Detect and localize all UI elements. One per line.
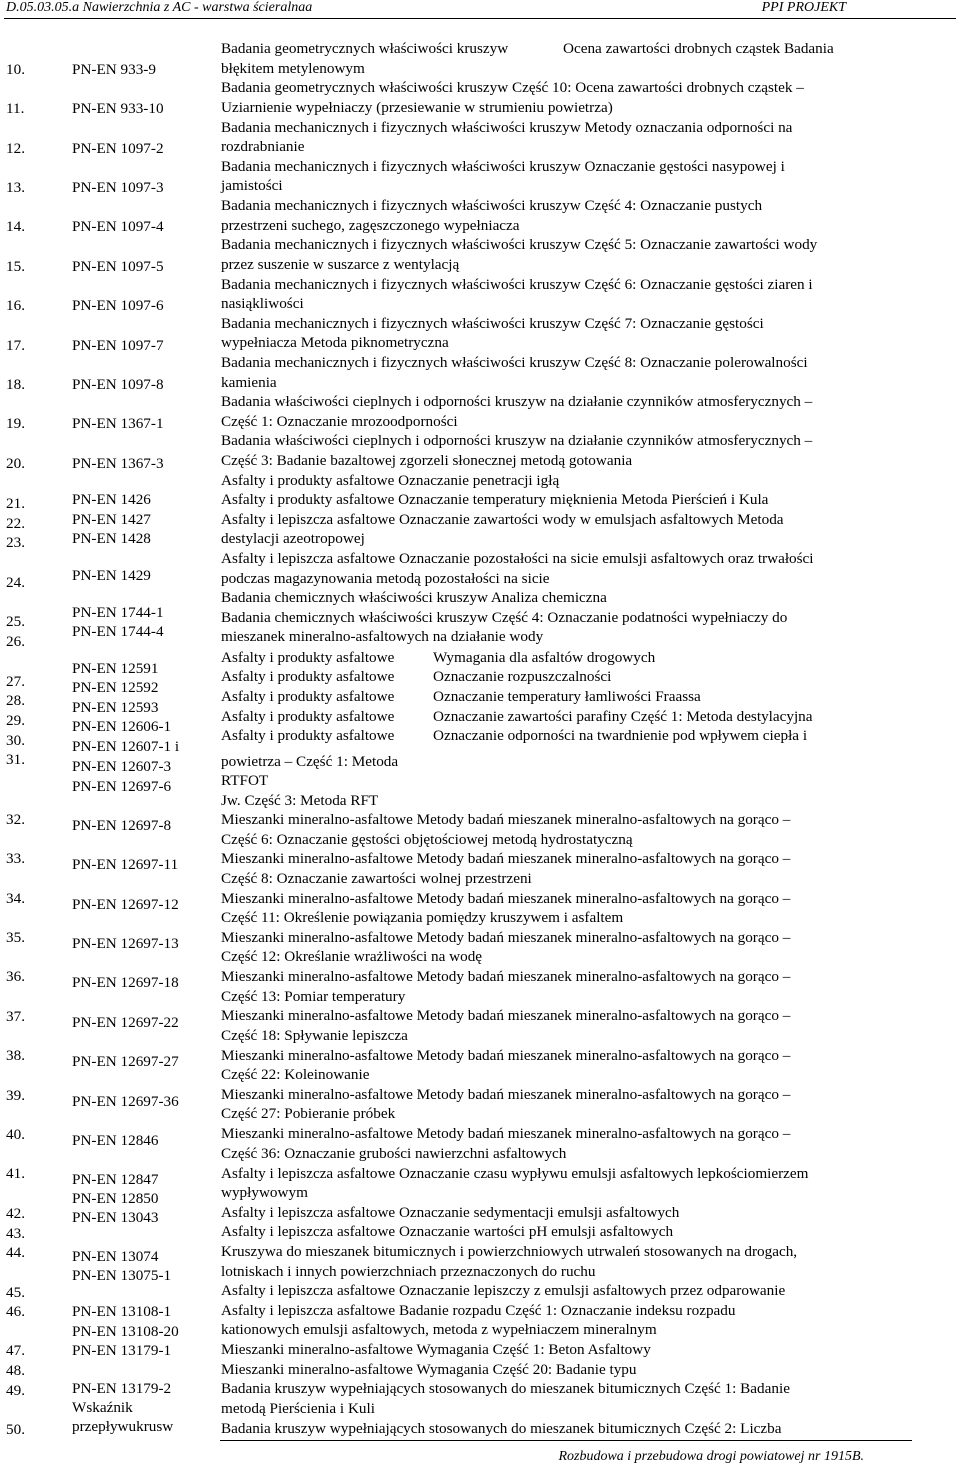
standard-code: PN-EN 13043: [72, 1209, 159, 1226]
row-number: 23.: [6, 534, 25, 551]
description-line: Badania mechanicznych i fizycznych właściwości kruszyw Część 7: Oznaczanie gęstości: [221, 315, 764, 332]
row-number: 50.: [6, 1421, 25, 1438]
description-line: Mieszanki mineralno-asfaltowe Metody badań mieszanek mineralno-asfaltowych na gorąco –: [221, 929, 791, 946]
description-line: rozdrabnianie: [221, 138, 305, 155]
row-number: 36.: [6, 968, 25, 985]
standard-code: PN-EN 12607-3: [72, 758, 172, 775]
standard-code: PN-EN 1427: [72, 511, 151, 528]
description-line: Część 1: Oznaczanie mrozoodporności: [221, 413, 458, 430]
standard-code: PN-EN 12591: [72, 660, 159, 677]
row-number: 19.: [6, 415, 25, 432]
row-number: 45.: [6, 1284, 25, 1301]
row-number: 35.: [6, 929, 25, 946]
row-number: 34.: [6, 890, 25, 907]
description-line: Asfalty i lepiszcza asfaltowe Oznaczanie zawartości wody w emulsjach asfaltowych Metoda: [221, 511, 784, 528]
description-line: błękitem metylenowym: [221, 60, 365, 77]
description-line: jamistości: [221, 177, 283, 194]
standard-code: PN-EN 12697-36: [72, 1093, 179, 1110]
description-line: destylacji azeotropowej: [221, 530, 365, 547]
description-line: Mieszanki mineralno-asfaltowe Metody badań mieszanek mineralno-asfaltowych na gorąco –: [221, 968, 791, 985]
description-line: Badania mechanicznych i fizycznych właściwości kruszyw Część 4: Oznaczanie pustych: [221, 197, 763, 214]
row-number: 17.: [6, 337, 25, 354]
standard-code: PN-EN 12593: [72, 699, 159, 716]
row-number: 41.: [6, 1165, 25, 1182]
standard-code: PN-EN 12607-1 i: [72, 738, 180, 755]
description-line: Asfalty i lepiszcza asfaltowe Oznaczanie czasu wypływu emulsji asfaltowych lepkościomierzem: [221, 1165, 809, 1182]
standard-code: PN-EN 13074: [72, 1248, 159, 1265]
description-line: Oznaczanie zawartości parafiny Część 1: Metoda destylacyjna: [433, 708, 813, 725]
description-line: Oznaczanie odporności na twardnienie pod wpływem ciepła i: [433, 727, 808, 744]
standard-code: PN-EN 1097-7: [72, 337, 164, 354]
standard-code: PN-EN 1097-8: [72, 376, 164, 393]
row-number: 31.: [6, 751, 25, 768]
standard-code: PN-EN 1097-4: [72, 218, 164, 235]
description-line: Asfalty i produkty asfaltowe: [221, 708, 395, 725]
description-line: Część 8: Oznaczanie zawartości wolnej przestrzeni: [221, 870, 532, 887]
row-number: 10.: [6, 61, 25, 78]
standard-code: Wskaźnik: [72, 1399, 133, 1416]
description-line: Badania mechanicznych i fizycznych właściwości kruszyw Część 6: Oznaczanie gęstości ziaren i: [221, 276, 813, 293]
standard-code: PN-EN 12697-12: [72, 896, 179, 913]
row-number: 39.: [6, 1087, 25, 1104]
description-line: metodą Pierścienia i Kuli: [221, 1400, 375, 1417]
header-right: PPI PROJEKT: [761, 0, 846, 15]
standard-code: PN-EN 1744-4: [72, 623, 164, 640]
description-line: przestrzeni suchego, zagęszczonego wypełniacza: [221, 217, 520, 234]
row-number: 46.: [6, 1303, 25, 1320]
description-line: Asfalty i lepiszcza asfaltowe Badanie rozpadu Część 1: Oznaczanie indeksu rozpadu: [221, 1302, 736, 1319]
standard-code: PN-EN 1097-2: [72, 140, 164, 157]
standard-code: PN-EN 12846: [72, 1132, 159, 1149]
description-line: Badania mechanicznych i fizycznych właściwości kruszyw Część 8: Oznaczanie polerowalności: [221, 354, 808, 371]
description-line: Wymagania dla asfaltów drogowych: [433, 649, 656, 666]
description-line: Asfalty i lepiszcza asfaltowe Oznaczanie lepiszczy z emulsji asfaltowych przez odparowanie: [221, 1282, 786, 1299]
description-line: Ocena zawartości drobnych cząstek Badania: [563, 40, 834, 57]
description-line: Część 12: Określanie wrażliwości na wodę: [221, 948, 483, 965]
description-line: Asfalty i produkty asfaltowe: [221, 688, 395, 705]
description-line: Badania kruszyw wypełniających stosowanych do mieszanek bitumicznych Część 1: Badanie: [221, 1380, 790, 1397]
row-number: 30.: [6, 732, 25, 749]
description-line: Mieszanki mineralno-asfaltowe Metody badań mieszanek mineralno-asfaltowych na gorąco –: [221, 1086, 791, 1103]
standard-code: PN-EN 13075-1: [72, 1267, 172, 1284]
description-line: Część 18: Spływanie lepiszcza: [221, 1027, 408, 1044]
row-number: 27.: [6, 673, 25, 690]
description-line: Część 11: Określenie powiązania pomiędzy kruszywem i asfaltem: [221, 909, 624, 926]
row-number: 16.: [6, 297, 25, 314]
standard-code: PN-EN 12606-1: [72, 718, 172, 735]
standard-code: PN-EN 12697-11: [72, 856, 179, 873]
description-line: Część 22: Koleinowanie: [221, 1066, 370, 1083]
description-line: Badania chemicznych właściwości kruszyw Analiza chemiczna: [221, 589, 607, 606]
row-number: 32.: [6, 811, 25, 828]
description-line: Asfalty i lepiszcza asfaltowe Oznaczanie wartości pH emulsji asfaltowych: [221, 1223, 674, 1240]
standard-code: PN-EN 12592: [72, 679, 159, 696]
description-line: Mieszanki mineralno-asfaltowe Metody badań mieszanek mineralno-asfaltowych na gorąco –: [221, 850, 791, 867]
row-number: 20.: [6, 455, 25, 472]
description-line: Asfalty i produkty asfaltowe: [221, 649, 395, 666]
standard-code: PN-EN 1097-5: [72, 258, 164, 275]
row-number: 11.: [6, 100, 25, 117]
description-line: Część 3: Badanie bazaltowej zgorzeli słonecznej metodą gotowania: [221, 452, 633, 469]
description-line: Badania kruszyw wypełniających stosowanych do mieszanek bitumicznych Część 2: Liczba: [221, 1420, 782, 1437]
row-number: 15.: [6, 258, 25, 275]
description-line: wypełniacza Metoda piknometryczna: [221, 334, 449, 351]
row-number: 44.: [6, 1244, 25, 1261]
description-line: Część 6: Oznaczanie gęstości objętościowej metodą hydrostatyczną: [221, 831, 633, 848]
description-line: wypływowym: [221, 1184, 308, 1201]
footer-divider: [220, 1440, 912, 1441]
page-header: [4, 0, 956, 19]
standard-code: PN-EN 1426: [72, 491, 151, 508]
description-line: kationowych emulsji asfaltowych, metoda z wypełniaczem mineralnym: [221, 1321, 657, 1338]
description-line: Asfalty i lepiszcza asfaltowe Oznaczanie pozostałości na sicie emulsji asfaltowych oraz trwałości: [221, 550, 814, 567]
standard-code: PN-EN 1097-3: [72, 179, 164, 196]
description-line: Część 13: Pomiar temperatury: [221, 988, 406, 1005]
description-line: Mieszanki mineralno-asfaltowe Wymagania Część 1: Beton Asfaltowy: [221, 1341, 651, 1358]
row-number: 22.: [6, 515, 25, 532]
row-number: 47.: [6, 1342, 25, 1359]
description-line: podczas magazynowania metodą pozostałości na sicie: [221, 570, 550, 587]
standard-code: PN-EN 1744-1: [72, 604, 164, 621]
description-line: Kruszywa do mieszanek bitumicznych i powierzchniowych utrwaleń stosowanych na drogach,: [221, 1243, 798, 1260]
standard-code: PN-EN 933-10: [72, 100, 164, 117]
description-line: Mieszanki mineralno-asfaltowe Metody badań mieszanek mineralno-asfaltowych na gorąco –: [221, 1047, 791, 1064]
description-line: Oznaczanie rozpuszczalności: [433, 668, 612, 685]
row-number: 25.: [6, 613, 25, 630]
standard-code: PN-EN 12697-6: [72, 778, 172, 795]
row-number: 29.: [6, 712, 25, 729]
description-line: Badania właściwości cieplnych i odporności kruszyw na działanie czynników atmosferycznych –: [221, 432, 813, 449]
description-line: Oznaczanie temperatury łamliwości Fraassa: [433, 688, 701, 705]
description-line: Mieszanki mineralno-asfaltowe Metody badań mieszanek mineralno-asfaltowych na gorąco –: [221, 1125, 791, 1142]
description-line: Asfalty i lepiszcza asfaltowe Oznaczanie sedymentacji emulsji asfaltowych: [221, 1204, 680, 1221]
description-line: nasiąkliwości: [221, 295, 304, 312]
row-number: 21.: [6, 495, 25, 512]
standard-code: PN-EN 1367-1: [72, 415, 164, 432]
description-line: Badania geometrycznych właściwości kruszyw: [221, 40, 509, 57]
standard-code: PN-EN 12697-22: [72, 1014, 179, 1031]
row-number: 49.: [6, 1382, 25, 1399]
description-line: Asfalty i produkty asfaltowe: [221, 727, 395, 744]
standard-code: PN-EN 1097-6: [72, 297, 164, 314]
description-line: Asfalty i produkty asfaltowe: [221, 668, 395, 685]
standard-code: PN-EN 12697-13: [72, 935, 179, 952]
description-line: mieszanek mineralno-asfaltowych na działanie wody: [221, 628, 544, 645]
standard-code: PN-EN 933-9: [72, 61, 156, 78]
row-number: 18.: [6, 376, 25, 393]
page-footer: Rozbudowa i przebudowa drogi powiatowej nr 1915B.: [558, 1449, 864, 1464]
description-line: Mieszanki mineralno-asfaltowe Wymagania Część 20: Badanie typu: [221, 1361, 637, 1378]
row-number: 38.: [6, 1047, 25, 1064]
standard-code: PN-EN 13179-1: [72, 1342, 172, 1359]
description-line: RTFOT: [221, 772, 269, 789]
row-number: 14.: [6, 218, 25, 235]
row-number: 37.: [6, 1008, 25, 1025]
standard-code: PN-EN 12697-18: [72, 974, 179, 991]
standard-code: PN-EN 13179-2: [72, 1380, 172, 1397]
description-line: przez suszenie w suszarce z wentylacją: [221, 256, 460, 273]
standard-code: PN-EN 13108-20: [72, 1323, 179, 1340]
description-line: Część 27: Pobieranie próbek: [221, 1105, 396, 1122]
description-line: Mieszanki mineralno-asfaltowe Metody badań mieszanek mineralno-asfaltowych na gorąco –: [221, 890, 791, 907]
row-number: 12.: [6, 140, 25, 157]
description-line: Badania mechanicznych i fizycznych właściwości kruszyw Oznaczanie gęstości nasypowej i: [221, 158, 785, 175]
description-line: Badania mechanicznych i fizycznych właściwości kruszyw Część 5: Oznaczanie zawartości wody: [221, 236, 818, 253]
description-line: powietrza – Część 1: Metoda: [221, 753, 399, 770]
standard-code: PN-EN 12847: [72, 1171, 159, 1188]
row-number: 42.: [6, 1205, 25, 1222]
standard-code: PN-EN 13108-1: [72, 1303, 172, 1320]
description-line: kamienia: [221, 374, 277, 391]
standard-code: PN-EN 12697-27: [72, 1053, 179, 1070]
description-line: Mieszanki mineralno-asfaltowe Metody badań mieszanek mineralno-asfaltowych na gorąco –: [221, 811, 791, 828]
row-number: 24.: [6, 574, 25, 591]
row-number: 33.: [6, 850, 25, 867]
description-line: Badania mechanicznych i fizycznych właściwości kruszyw Metody oznaczania odporności na: [221, 119, 793, 136]
row-number: 26.: [6, 633, 25, 650]
header-left: D.05.03.05.a Nawierzchnia z AC - warstwa ścieralnaa: [6, 0, 313, 15]
description-line: Badania właściwości cieplnych i odporności kruszyw na działanie czynników atmosferycznych –: [221, 393, 813, 410]
description-line: Asfalty i produkty asfaltowe Oznaczanie penetracji igłą: [221, 472, 560, 489]
description-line: Uziarnienie wypełniaczy (przesiewanie w strumieniu powietrza): [221, 99, 613, 116]
description-line: lotniskach i innych powierzchniach przeznaczonych do ruchu: [221, 1263, 596, 1280]
standard-code: PN-EN 1367-3: [72, 455, 164, 472]
row-number: 43.: [6, 1225, 25, 1242]
standard-code: przepływukrusw: [72, 1418, 174, 1435]
standard-code: PN-EN 1429: [72, 567, 151, 584]
description-line: Część 36: Oznaczanie grubości nawierzchni asfaltowych: [221, 1145, 567, 1162]
row-number: 48.: [6, 1362, 25, 1379]
standard-code: PN-EN 12850: [72, 1190, 159, 1207]
description-line: Asfalty i produkty asfaltowe Oznaczanie temperatury mięknienia Metoda Pierścień i Kula: [221, 491, 769, 508]
standard-code: PN-EN 12697-8: [72, 817, 172, 834]
row-number: 40.: [6, 1126, 25, 1143]
row-number: 13.: [6, 179, 25, 196]
row-number: 28.: [6, 692, 25, 709]
description-line: Badania geometrycznych właściwości kruszyw Część 10: Ocena zawartości drobnych cząstek –: [221, 79, 804, 96]
description-line: Mieszanki mineralno-asfaltowe Metody badań mieszanek mineralno-asfaltowych na gorąco –: [221, 1007, 791, 1024]
standard-code: PN-EN 1428: [72, 530, 151, 547]
description-line: Badania chemicznych właściwości kruszyw Część 4: Oznaczanie podatności wypełniaczy do: [221, 609, 788, 626]
description-line: Jw. Część 3: Metoda RFT: [221, 792, 379, 809]
